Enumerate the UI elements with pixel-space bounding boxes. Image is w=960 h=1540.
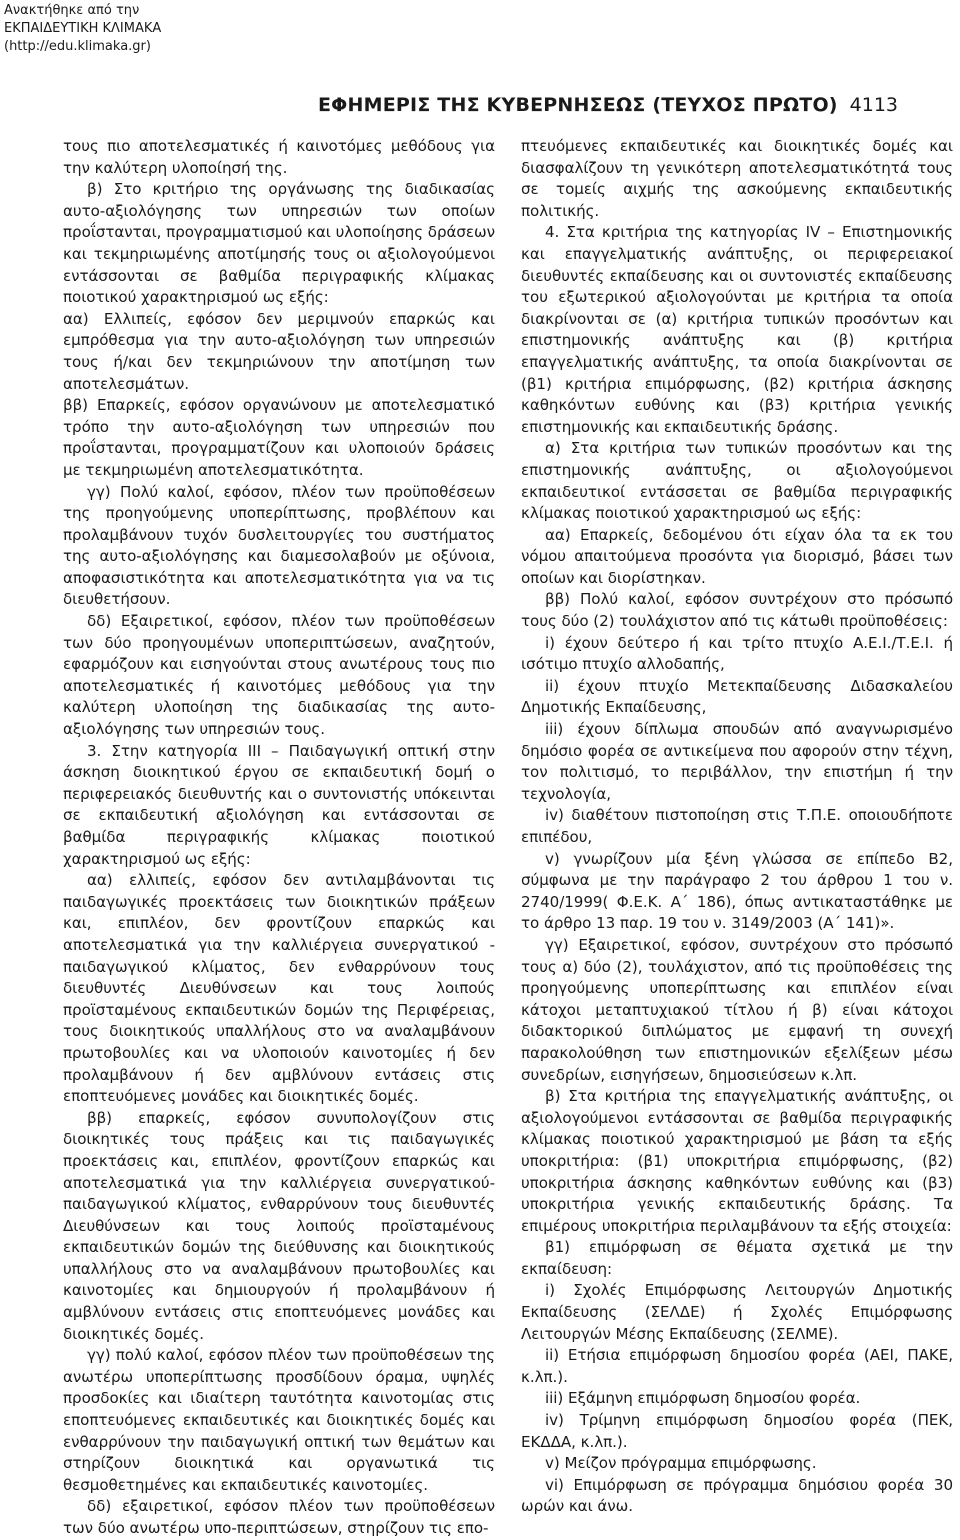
source-attribution: [4, 2, 161, 56]
right-column: [521, 136, 953, 1518]
paragraph: πτευόμενες εκπαιδευτικές και διοικητικές δομές και διασφαλίζουν τη γενικότερη αποτελεσματικότητά τους σε τομείς αιχμής της ασκούμενης εκπαιδευτικής πολιτικής.: [521, 137, 953, 220]
paragraph: iii) Εξάμηνη επιμόρφωση δημοσίου φορέα.: [545, 1389, 861, 1408]
page-header: [60, 94, 898, 124]
paragraph: αα) Επαρκείς, δεδομένου ότι είχαν όλα τα εκ του νόμου απαιτούμενα προσόντα για διορισμό, βάσει των οποίων και διορίστηκαν.: [521, 525, 953, 587]
paragraph: ii) Ετήσια επιμόρφωση δημοσίου φορέα (ΑΕΙ, ΠΑΚΕ, κ.λπ.).: [521, 1346, 953, 1386]
paragraph: 4. Στα κριτήρια της κατηγορίας IV – Επιστημονικής και επαγγελματικής ανάπτυξης, οι περιφερειακοί διευθυντές εκπαίδευσης και οι συντονιστές εκπαίδευσης του εξωτερικού αξιολογούνται με κριτήρια τα οποία διακρίνονται σε (α) κριτήρια τυπικών προσόντων και επιστημονικής ανάπτυξης και (β) κριτήρια επαγγελματικής ανάπτυξης, τα οποία διακρίνονται σε (β1) κριτήρια επιμόρφωσης, (β2) κριτήρια άσκησης καθηκόντων ευθύνης και (β3) κριτήρια γενικής επιστημονικής και εκπαιδευτικής δράσης.: [521, 223, 953, 436]
paragraph: γγ) Εξαιρετικοί, εφόσον, συντρέχουν στο πρόσωπό τους α) δύο (2), τουλάχιστον, από τις προϋποθέσεις της προηγούμενης υποπερίπτωσης και επιπλέον είναι κάτοχοι μεταπτυχιακού τίτλου ή β) είναι κάτοχοι διδακτορικού διπλώματος με εμφανή τη συνεχή παρακολούθηση των επιστημονικών εξελίξεων μέσω συνεδρίων, εισηγήσεων, δημοσιεύσεων κ.λπ.: [521, 935, 953, 1084]
paragraph: ββ) επαρκείς, εφόσον συνυπολογίζουν στις διοικητικές τους πράξεις και τις παιδαγωγικές προεκτάσεις και, επιπλέον, φροντίζουν επαρκώς και αποτελεσματικά για την καλλιέργεια συνεργατικού-παιδαγωγικού κλίματος, ενθαρρύνουν τους διευθυντές Διευθύνσεων και τους λοιπούς προϊσταμένους εκπαιδευτικών δομών της διεύθυνσης και διοικητικούς υπαλλήλους στο να αναλαμβάνουν πρωτοβουλίες και καινοτομίες και δημιουργούν ή προλαμβάνουν ή αμβλύνουν εντάσεις στις εποπτευόμενες μονάδες και διοικητικές δομές.: [63, 1108, 495, 1343]
source-line-site-name[interactable]: ΕΚΠΑΙΔΕΥΤΙΚΗ ΚΛΙΜΑΚΑ: [4, 21, 162, 36]
paragraph: i) έχουν δεύτερο ή και τρίτο πτυχίο Α.Ε.Ι./Τ.Ε.Ι. ή ισότιμο πτυχίο αλλοδαπής,: [521, 633, 953, 674]
paragraph: αα) ελλιπείς, εφόσον δεν αντιλαμβάνονται τις παιδαγωγικές προεκτάσεις των διοικητικών πράξεων και, επιπλέον, δεν φροντίζουν επαρκώς και αποτελεσματικά για την καλλιέργεια συνεργατικού - παιδαγωγικού κλίματος, δεν ενθαρρύνουν τους διευθυντές Διευθύνσεων και τους λοιπούς προϊσταμένους εκπαιδευτικών δομών της Περιφέρειας, τους διοικητικούς υπαλλήλους στο να αναλαμβάνουν πρωτοβουλίες και να υλοποιούν καινοτομίες ή δεν προλαμβάνουν ή δεν αμβλύνουν εντάσεις στις εποπτευόμενες μονάδες και διοικητικές δομές.: [63, 871, 495, 1106]
paragraph: δδ) Εξαιρετικοί, εφόσον, πλέον των προϋποθέσεων των δύο προηγουμένων υποπεριπτώσεων, αναζητούν, εφαρμόζουν και εισηγούνται στους ανωτέρους τους πιο αποτελεσματικές ή καινοτόμες μεθόδους για την καλύτερη υλοποίηση της διαδικασίας της αυτο-αξιολόγησης των υπηρεσιών τους.: [63, 612, 495, 739]
paragraph: γγ) πολύ καλοί, εφόσον πλέον των προϋποθέσεων της ανωτέρω υποπερίπτωσης προσδίδουν όραμα, υψηλές προσδοκίες και ιδιαίτερη ταυτότητα καινοτομίας στις εποπτευόμενες εκπαιδευτικές και διοικητικές δομές και ενθαρρύνουν την παιδαγωγική οπτική των θεμάτων και στηρίζουν διοικητικά και οργανωτικά τις θεσμοθετημένες και εκπαιδευτικές καινοτομίες.: [63, 1346, 495, 1494]
journal-title: ΕΦΗΜΕΡΙΣ ΤΗΣ ΚΥΒΕΡΝΗΣΕΩΣ (ΤΕΥΧΟΣ ΠΡΩΤΟ): [318, 94, 838, 116]
paragraph: i) Σχολές Επιμόρφωσης Λειτουργών Δημοτικής Εκπαίδευσης (ΣΕΛΔΕ) ή Σχολές Επιμόρφωσης Λειτουργών Μέσης Εκπαίδευσης (ΣΕΛΜΕ).: [521, 1281, 953, 1343]
source-line-retrieved: Ανακτήθηκε από την: [4, 3, 140, 18]
paragraph: v) Μείζον πρόγραμμα επιμόρφωσης.: [545, 1454, 817, 1473]
source-line-url[interactable]: (http://edu.klimaka.gr): [4, 39, 151, 54]
paragraph: β1) επιμόρφωση σε θέματα σχετικά με την εκπαίδευση:: [521, 1238, 953, 1278]
paragraph: ββ) Πολύ καλοί, εφόσον συντρέχουν στο πρόσωπό τους δύο (2) τουλάχιστον από τις κάτωθι προϋποθέσεις:: [521, 590, 953, 631]
paragraph: v) γνωρίζουν μία ξένη γλώσσα σε επίπεδο Β2, σύμφωνα με την παράγραφο 2 του άρθρου 1 του ν. 2740/1999( Φ.Ε.Κ. Α΄ 186), όπως αντικαταστάθηκε με το άρθρο 13 παρ. 19 του ν. 3149/2003 (Α΄ 141)».: [521, 849, 953, 933]
paragraph: ii) έχουν πτυχίο Μετεκπαίδευσης Διδασκαλείου Δημοτικής Εκπαίδευσης,: [521, 676, 953, 717]
paragraph: ββ) Επαρκείς, εφόσον οργανώνουν με αποτελεσματικό τρόπο την αυτο-αξιολόγηση των υπηρεσιών που προΐστανται, προγραμματίζουν και υλοποιούν δράσεις με τεκμηριωμένη αποτελεσματικότητα.: [63, 396, 495, 479]
paragraph: iv) Τρίμηνη επιμόρφωση δημοσίου φορέα (ΠΕΚ, ΕΚΔΔΑ, κ.λπ.).: [521, 1411, 953, 1451]
paragraph: vi) Επιμόρφωση σε πρόγραμμα δημόσιου φορέα 30 ωρών και άνω.: [521, 1475, 953, 1516]
page-number: 4113: [849, 94, 898, 116]
paragraph: α) Στα κριτήρια των τυπικών προσόντων και της επιστημονικής ανάπτυξης, οι αξιολογούμενοι εκπαιδευτικοί εντάσσεται σε βαθμίδα περιγραφικής κλίμακας ποιοτικού χαρακτηρισμού ως εξής:: [521, 439, 953, 523]
paragraph: τους πιο αποτελεσματικές ή καινοτόμες μεθόδους για την καλύτερη υλοποίησή της.: [63, 137, 495, 177]
left-column: [63, 136, 495, 1540]
paragraph: δδ) εξαιρετικοί, εφόσον πλέον των προϋποθέσεων των δύο ανωτέρω υπο-περιπτώσεων, στηρίζουν τις επο-: [63, 1497, 495, 1537]
paragraph: αα) Ελλιπείς, εφόσον δεν μεριμνούν επαρκώς και εμπρόθεσμα για την αυτο-αξιολόγηση των υπηρεσιών τους ή/και δεν τεκμηριώνουν την αποτίμηση των αποτελεσμάτων.: [63, 309, 495, 393]
paragraph: iv) διαθέτουν πιστοποίηση στις Τ.Π.Ε. οποιουδήποτε επιπέδου,: [521, 806, 953, 846]
paragraph: β) Στα κριτήρια της επαγγελματικής ανάπτυξης, οι αξιολογούμενοι εντάσσονται σε βαθμίδα περιγραφικής κλίμακας ποιοτικού χαρακτηρισμού με βάση τα εξής υποκριτήρια: (β1) υποκριτήρια επιμόρφωσης, (β2) υποκριτήρια άσκησης καθηκόντων ευθύνης και (β3) υποκριτήρια γενικής εκπαιδευτικής δράσης. Τα επιμέρους υποκριτήρια περιλαμβάνουν τα εξής στοιχεία:: [521, 1087, 953, 1235]
paragraph: 3. Στην κατηγορία ΙΙΙ – Παιδαγωγική οπτική στην άσκηση διοικητικού έργου σε εκπαιδευτική δομή ο περιφερειακός διευθυντής και ο συντονιστής υπόκεινται σε εκπαιδευτική αξιολόγηση και εντάσσονται σε βαθμίδα περιγραφικής κλίμακας ποιοτικού χαρακτηρισμού ως εξής:: [63, 741, 495, 868]
paragraph: iii) έχουν δίπλωμα σπουδών από αναγνωρισμένο δημόσιο φορέα σε αντικείμενα που αφορούν στην τέχνη, τον πολιτισμό, το περιβάλλον, την επιστήμη ή την τεχνολογία,: [521, 720, 953, 803]
paragraph: γγ) Πολύ καλοί, εφόσον, πλέον των προϋποθέσεων της προηγούμενης υποπερίπτωσης, προβλέπουν και προλαμβάνουν τυχόν δυσλειτουργίες του συστήματος της αυτο-αξιολόγησης και διαμεσολαβούν με οξύνοια, αποφασιστικότητα και αποτελεσματικότητα για να τις διευθετήσουν.: [63, 482, 495, 609]
paragraph: β) Στο κριτήριο της οργάνωσης της διαδικασίας αυτο-αξιολόγησης των υπηρεσιών των οποίων προΐστανται, προγραμματισμού και υλοποίησης δράσεων και τεκμηριωμένης αποτίμησής τους οι αξιολογούμενοι εντάσσονται σε βαθμίδα περιγραφικής κλίμακας ποιοτικού χαρακτηρισμού ως εξής:: [63, 180, 495, 307]
